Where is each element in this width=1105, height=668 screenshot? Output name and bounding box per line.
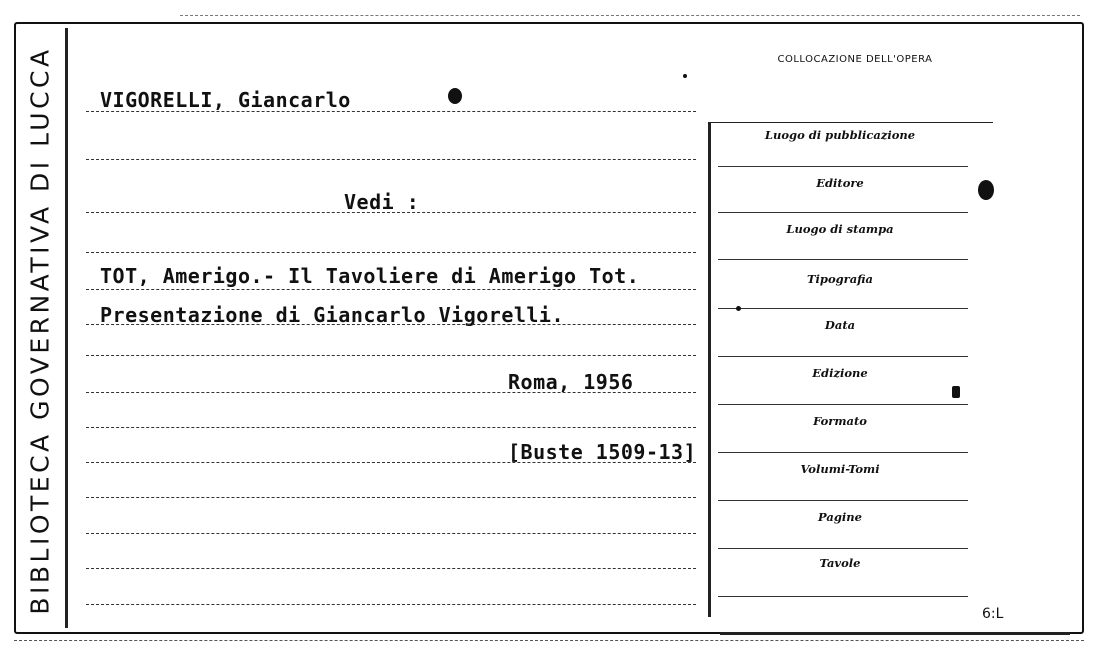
ink-blot: [952, 386, 960, 398]
field-line: [718, 548, 968, 549]
ruled-line: [86, 427, 696, 428]
author-heading: VIGORELLI, Giancarlo: [100, 88, 351, 112]
field-tipografia: Tipografia: [806, 272, 873, 286]
ruled-line: [86, 111, 696, 112]
field-line: [718, 212, 968, 213]
ruled-line: [86, 289, 696, 290]
institution-name: BIBLIOTECA GOVERNATIVA DI LUCCA: [25, 46, 55, 615]
ruled-line: [86, 324, 696, 325]
ink-dot: [736, 306, 741, 311]
field-volumi-tomi: Volumi-Tomi: [800, 462, 880, 476]
field-pagine: Pagine: [818, 510, 862, 524]
ruled-line: [86, 355, 696, 356]
ink-dot: [683, 74, 687, 78]
card-bottom-rule: [720, 632, 1070, 635]
field-line: [718, 596, 968, 597]
field-data: Data: [824, 318, 856, 332]
ink-blot: [448, 88, 462, 104]
field-edizione: Edizione: [812, 366, 868, 380]
field-formato: Formato: [813, 414, 867, 428]
ruled-line: [86, 392, 696, 393]
field-line: [718, 356, 968, 357]
ruled-line: [86, 604, 696, 605]
field-editore: Editore: [816, 176, 864, 190]
field-line: [718, 500, 968, 501]
entry-title-line-1: TOT, Amerigo.- Il Tavoliere di Amerigo Tot.: [100, 264, 640, 288]
ruled-line: [86, 497, 696, 498]
card-bottom-edge: [14, 640, 1084, 641]
place-and-year: Roma, 1956: [508, 370, 634, 394]
field-line: [718, 166, 968, 167]
ruled-line: [86, 462, 696, 463]
field-luogo-pubblicazione: Luogo di pubblicazione: [764, 128, 916, 142]
see-reference-label: Vedi :: [344, 190, 420, 214]
shelfmark: [Buste 1509-13]: [508, 440, 697, 464]
panel-title: COLLOCAZIONE DELL'OPERA: [777, 54, 933, 65]
field-line: [718, 452, 968, 453]
field-line: [718, 404, 968, 405]
field-line: [718, 259, 968, 260]
field-luogo-stampa: Luogo di stampa: [786, 222, 894, 236]
ruled-line: [86, 212, 696, 213]
ruled-line: [86, 159, 696, 160]
card-top-edge: [180, 15, 1080, 16]
ink-blot: [978, 180, 994, 200]
ruled-line: [86, 533, 696, 534]
panel-divider: [708, 122, 711, 617]
ruled-line: [86, 252, 696, 253]
field-tavole: Tavole: [819, 556, 861, 570]
entry-title-line-2: Presentazione di Giancarlo Vigorelli.: [100, 303, 565, 327]
ruled-line: [86, 568, 696, 569]
corner-note: 6:L: [982, 606, 1004, 622]
field-line: [718, 308, 968, 309]
panel-top-rule: [708, 122, 993, 123]
